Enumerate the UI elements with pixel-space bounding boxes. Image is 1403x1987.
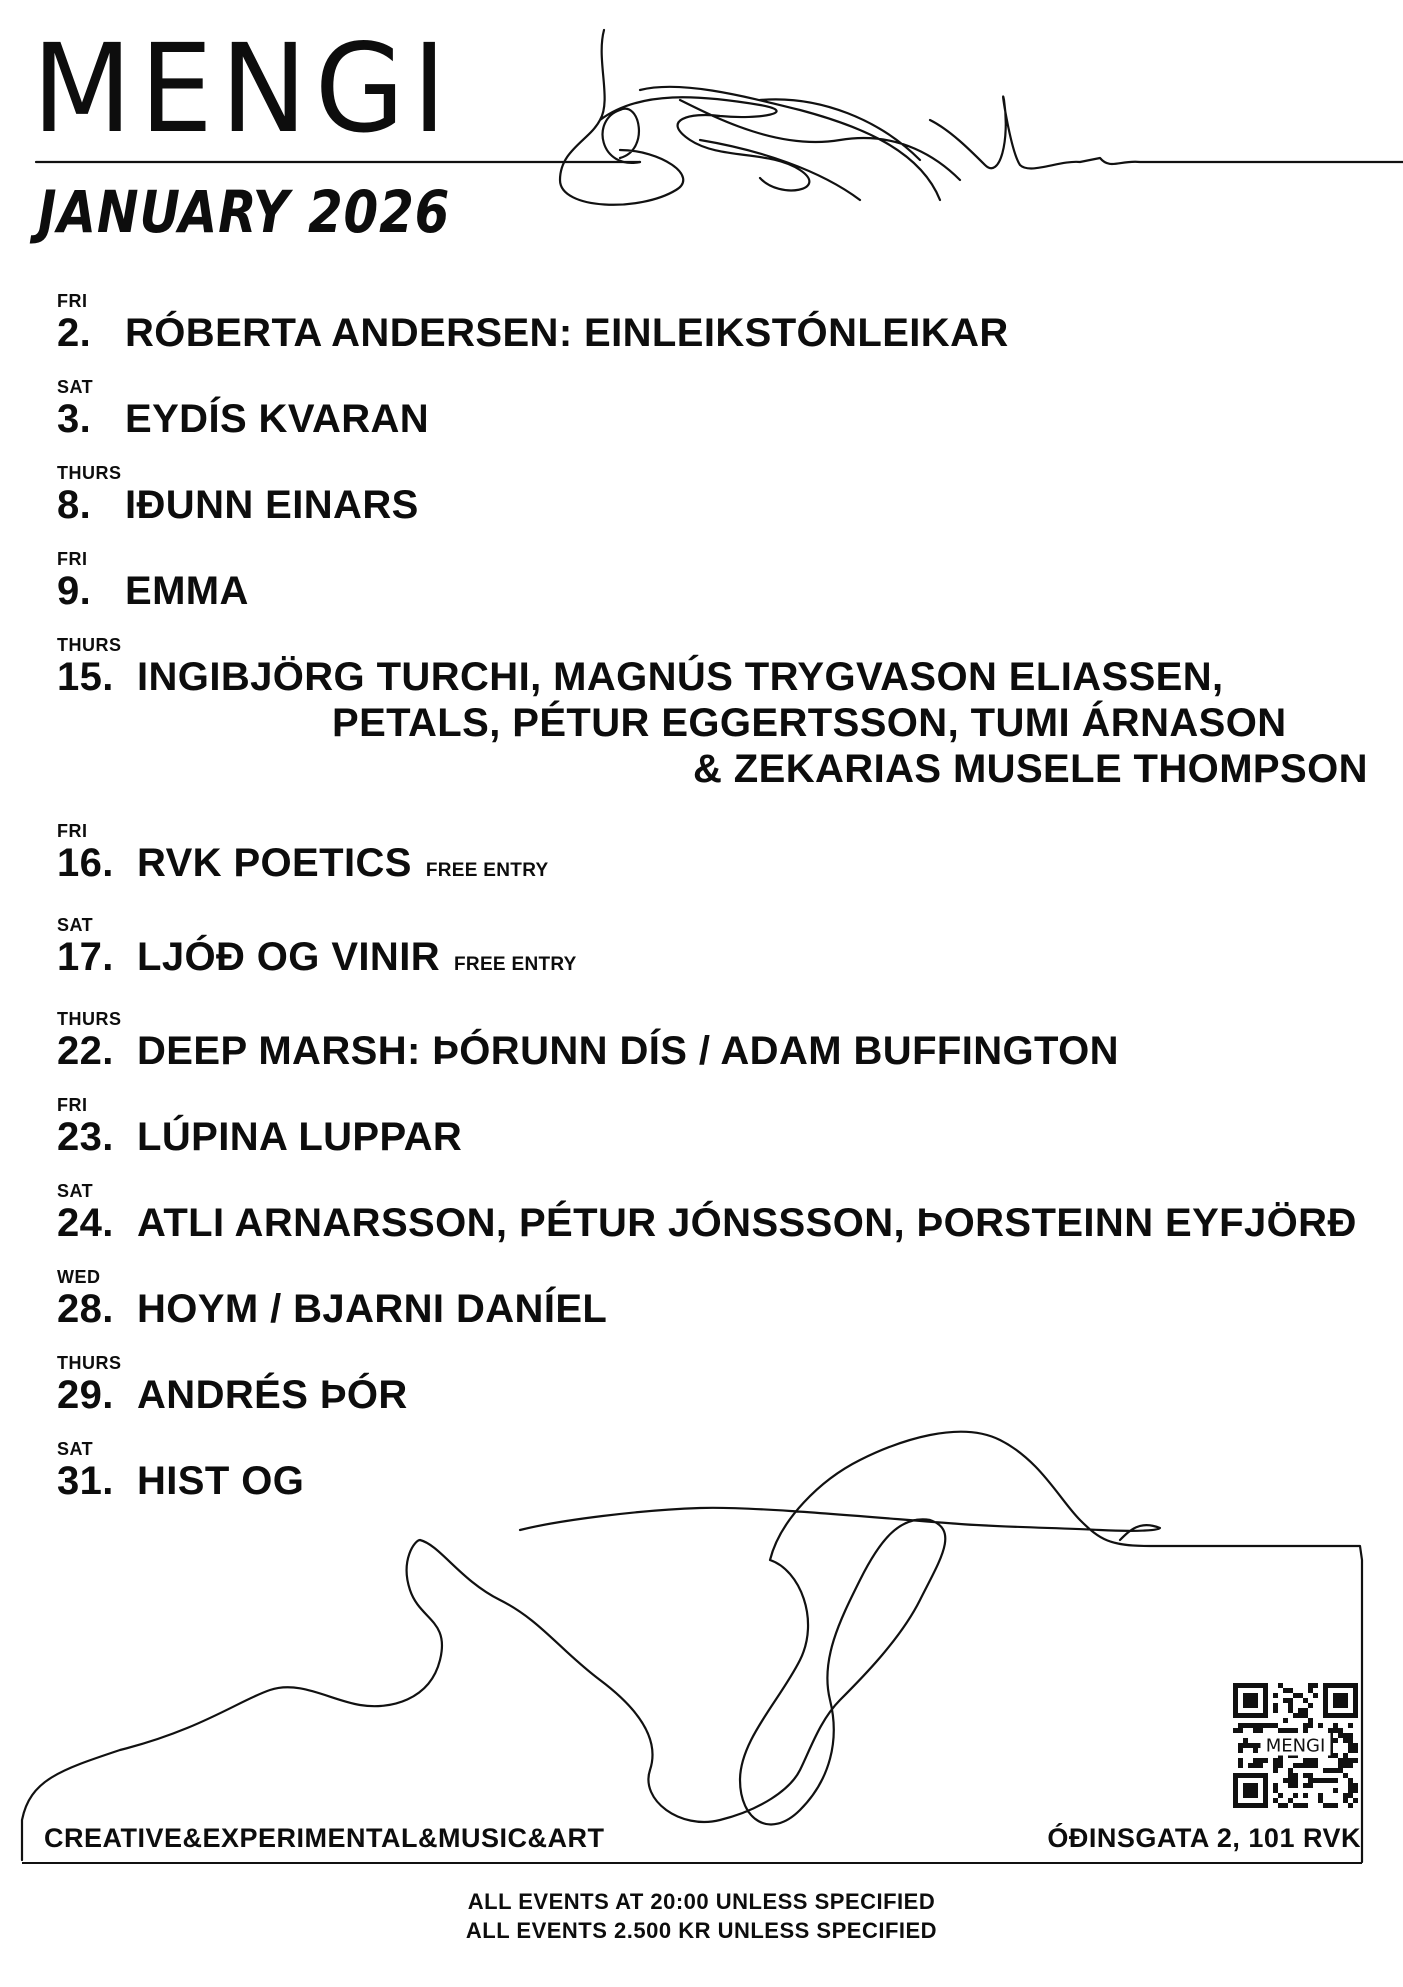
event-item bbox=[57, 636, 1387, 792]
qr-label: MENGI bbox=[1265, 1735, 1326, 1757]
event-title bbox=[137, 654, 1368, 792]
event-date: 2. bbox=[57, 311, 92, 355]
event-row bbox=[57, 310, 1387, 356]
event-date: 28. bbox=[57, 1287, 114, 1331]
event-title-line: HOYM / BJARNI DANÍEL bbox=[137, 1287, 608, 1331]
event-item bbox=[57, 1440, 1387, 1504]
event-row bbox=[57, 396, 1387, 442]
event-item bbox=[57, 822, 1387, 894]
event-item bbox=[57, 292, 1387, 356]
event-title bbox=[137, 1372, 408, 1418]
event-weekday: FRI bbox=[57, 821, 88, 841]
event-row bbox=[57, 1372, 1387, 1418]
event-title-line: LÚPINA LUPPAR bbox=[137, 1115, 463, 1159]
venue-address: ÓÐINSGATA 2, 101 RVK bbox=[1047, 1823, 1361, 1853]
event-note: FREE ENTRY bbox=[425, 860, 549, 881]
event-title bbox=[125, 310, 1009, 356]
event-weekday: SAT bbox=[57, 377, 94, 397]
event-weekday: FRI bbox=[57, 291, 88, 311]
event-weekday: THURS bbox=[57, 1009, 122, 1029]
event-row bbox=[57, 1286, 1387, 1332]
event-title-line: IÐUNN EINARS bbox=[125, 483, 419, 527]
event-weekday: FRI bbox=[57, 549, 88, 569]
event-title-line: PETALS, PÉTUR EGGERTSSON, TUMI ÁRNASON bbox=[332, 701, 1287, 745]
event-row bbox=[57, 654, 1387, 792]
event-title bbox=[125, 396, 429, 442]
footer-notes bbox=[0, 1887, 1403, 1945]
event-title-line: EMMA bbox=[125, 569, 249, 613]
event-weekday: SAT bbox=[57, 1439, 94, 1459]
tagline: CREATIVE&EXPERIMENTAL&MUSIC&ART bbox=[44, 1823, 605, 1853]
event-item bbox=[57, 378, 1387, 442]
month-title: JANUARY 2026 bbox=[38, 178, 451, 246]
event-note: FREE ENTRY bbox=[454, 954, 577, 975]
event-title bbox=[137, 1286, 607, 1332]
event-row bbox=[57, 568, 1387, 614]
event-date: 24. bbox=[57, 1201, 114, 1245]
event-title bbox=[125, 568, 249, 614]
event-item bbox=[57, 464, 1387, 528]
qr-code-icon bbox=[1233, 1683, 1358, 1808]
event-weekday: FRI bbox=[57, 1095, 88, 1115]
event-weekday: THURS bbox=[57, 463, 122, 483]
event-date: 23. bbox=[57, 1115, 114, 1159]
event-item bbox=[57, 1182, 1387, 1246]
event-title-line: INGIBJÖRG TURCHI, MAGNÚS TRYGVASON ELIASSEN, bbox=[137, 655, 1224, 699]
event-title-line: EYDÍS KVARAN bbox=[125, 397, 430, 441]
event-date: 9. bbox=[57, 569, 92, 613]
event-title-line: RÓBERTA ANDERSEN: EINLEIKSTÓNLEIKAR bbox=[125, 311, 1009, 355]
event-weekday: WED bbox=[57, 1267, 101, 1287]
event-title bbox=[137, 1114, 462, 1160]
event-title-line: & ZEKARIAS MUSELE THOMPSON bbox=[693, 747, 1368, 791]
event-list bbox=[57, 292, 1387, 1504]
event-date: 29. bbox=[57, 1373, 114, 1417]
event-title-line: ATLI ARNARSSON, PÉTUR JÓNSSSON, ÞORSTEINN EYFJÖRÐ bbox=[137, 1201, 1357, 1245]
event-title bbox=[137, 840, 548, 894]
time-note: ALL EVENTS AT 20:00 UNLESS SPECIFIED bbox=[467, 1889, 936, 1914]
event-item bbox=[57, 1354, 1387, 1418]
event-item bbox=[57, 1096, 1387, 1160]
event-item bbox=[57, 916, 1387, 988]
event-row bbox=[57, 1028, 1387, 1074]
footer-rule bbox=[22, 1862, 1362, 1864]
event-row bbox=[57, 1114, 1387, 1160]
event-weekday: THURS bbox=[57, 635, 122, 655]
event-title bbox=[137, 1458, 304, 1504]
event-title-line: ANDRÉS ÞÓR bbox=[137, 1373, 408, 1417]
event-title bbox=[137, 934, 577, 988]
event-title-wrap bbox=[137, 934, 577, 988]
event-item bbox=[57, 1010, 1387, 1074]
price-note: ALL EVENTS 2.500 KR UNLESS SPECIFIED bbox=[465, 1918, 938, 1943]
event-item bbox=[57, 550, 1387, 614]
event-row bbox=[57, 934, 1387, 988]
event-title-wrap bbox=[137, 840, 548, 894]
event-weekday: SAT bbox=[57, 915, 94, 935]
event-date: 22. bbox=[57, 1029, 114, 1073]
event-title-line: RVK POETICS bbox=[137, 841, 412, 885]
event-title-line: LJÓÐ OG VINIR bbox=[137, 935, 441, 979]
event-weekday: SAT bbox=[57, 1181, 94, 1201]
event-date: 17. bbox=[57, 935, 114, 979]
logo-wordmark: MENGI bbox=[32, 18, 454, 160]
event-title bbox=[137, 1200, 1357, 1246]
event-date: 15. bbox=[57, 655, 114, 699]
event-weekday: THURS bbox=[57, 1353, 122, 1373]
event-title-line: DEEP MARSH: ÞÓRUNN DÍS / ADAM BUFFINGTON bbox=[137, 1029, 1119, 1073]
event-title bbox=[125, 482, 419, 528]
event-title-line: HIST OG bbox=[137, 1459, 305, 1503]
event-date: 16. bbox=[57, 841, 114, 885]
event-row bbox=[57, 1200, 1387, 1246]
event-row bbox=[57, 482, 1387, 528]
event-date: 8. bbox=[57, 483, 92, 527]
event-row bbox=[57, 840, 1387, 894]
header-scribble bbox=[560, 30, 1403, 205]
event-date: 31. bbox=[57, 1459, 114, 1503]
event-item bbox=[57, 1268, 1387, 1332]
event-title bbox=[137, 1028, 1119, 1074]
event-date: 3. bbox=[57, 397, 92, 441]
event-row bbox=[57, 1458, 1387, 1504]
